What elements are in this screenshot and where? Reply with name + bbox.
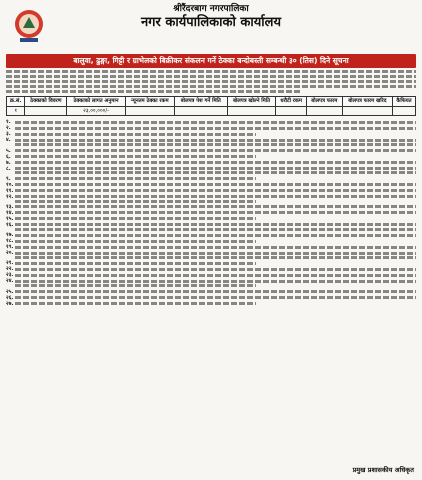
condition-number: २. xyxy=(6,125,11,132)
condition-text xyxy=(15,232,416,238)
cell-min-amount xyxy=(125,106,174,116)
condition-number: ७. xyxy=(6,159,11,166)
condition-number: १४. xyxy=(6,209,14,216)
col-min-amount: न्यूनतम ठेक्का रकम xyxy=(125,97,174,107)
condition-text xyxy=(15,278,416,288)
condition-text xyxy=(15,204,416,210)
col-form: बोलपत्र फारम xyxy=(306,97,342,107)
condition-text xyxy=(15,194,416,204)
office-name: नगर कार्यपालिकाको कार्यालय xyxy=(140,15,282,30)
condition-number: २३. xyxy=(6,272,14,279)
condition-text xyxy=(15,125,416,131)
condition-text xyxy=(15,210,416,216)
cell-deposit xyxy=(276,106,307,116)
condition-text xyxy=(15,148,416,154)
cell-estimate: २३,००,०००/- xyxy=(67,106,125,116)
cell-remarks xyxy=(393,106,416,116)
condition-number: ३. xyxy=(6,131,11,138)
condition-number: ४. xyxy=(6,137,11,144)
condition-number: ११. xyxy=(6,187,14,194)
condition-text xyxy=(15,222,416,232)
condition-number: २४. xyxy=(6,278,14,285)
condition-number: १५. xyxy=(6,215,14,222)
condition-text xyxy=(15,182,416,188)
condition-item xyxy=(6,250,416,260)
condition-text xyxy=(15,289,416,295)
condition-text xyxy=(15,272,416,278)
cell-form xyxy=(306,106,342,116)
condition-number: ५. xyxy=(6,147,11,154)
header xyxy=(6,4,416,52)
condition-item xyxy=(6,278,416,288)
cell-description xyxy=(25,106,67,116)
condition-text xyxy=(15,188,416,194)
condition-text xyxy=(15,119,416,125)
condition-text xyxy=(15,160,416,166)
condition-text xyxy=(15,250,416,260)
condition-text xyxy=(15,131,416,137)
cell-sn: १ xyxy=(7,106,25,116)
col-form-purchase: बोलपत्र फारम खरिद xyxy=(342,97,392,107)
condition-item xyxy=(6,222,416,232)
cell-submit-date xyxy=(175,106,227,116)
contract-table xyxy=(6,96,416,116)
col-open-date: बोलपत्र खोल्ने मिति xyxy=(227,97,276,107)
condition-text xyxy=(15,137,416,147)
condition-item xyxy=(6,166,416,176)
condition-text xyxy=(15,301,416,307)
condition-text xyxy=(15,238,416,244)
condition-text xyxy=(15,244,416,250)
municipality-name: श्रीरैंदरबाग नगरपालिका xyxy=(173,4,249,14)
intro-paragraph xyxy=(6,70,416,93)
condition-number: १६. xyxy=(6,221,14,228)
condition-number: २७. xyxy=(6,300,14,307)
condition-text xyxy=(15,266,416,272)
signatory-title: प्रमुख प्रशासकीय अधिकृत xyxy=(352,466,414,474)
table-header-row xyxy=(7,97,416,107)
condition-number: १. xyxy=(6,119,11,126)
condition-text xyxy=(15,176,416,182)
col-sn: क्र.सं. xyxy=(7,97,25,107)
condition-number: १२. xyxy=(6,193,14,200)
condition-number: ६. xyxy=(6,153,11,160)
condition-number: २६. xyxy=(6,294,14,301)
condition-text xyxy=(15,260,416,266)
condition-text xyxy=(15,216,416,222)
condition-number: १३. xyxy=(6,203,14,210)
col-submit-date: बोलपत्र पेश गर्ने मिति xyxy=(175,97,227,107)
col-description: ठेक्काको विवरण xyxy=(25,97,67,107)
condition-text xyxy=(15,295,416,301)
condition-number: ८. xyxy=(6,165,11,172)
notice-title-banner: बालुवा, ढुङ्गा, गिट्टी र ग्राभेलको बिक्रीकर संकलन गर्ने ठेक्का बन्दोबस्ती सम्बन्धी ३० (तिस) दिने सूचना xyxy=(6,54,416,68)
col-remarks: कैफियत xyxy=(393,97,416,107)
cell-open-date xyxy=(227,106,276,116)
condition-number: १७. xyxy=(6,232,14,239)
condition-number: ९. xyxy=(6,175,11,182)
col-estimate: ठेक्काको लागत अनुमान xyxy=(67,97,125,107)
condition-number: २०. xyxy=(6,250,14,257)
condition-text xyxy=(15,166,416,176)
condition-number: २५. xyxy=(6,288,14,295)
condition-item xyxy=(6,301,416,307)
col-deposit: धरौटी रकम xyxy=(276,97,307,107)
condition-number: २१. xyxy=(6,260,14,267)
condition-text xyxy=(15,154,416,160)
conditions-list xyxy=(6,119,416,306)
condition-number: १०. xyxy=(6,181,14,188)
cell-form-purchase xyxy=(342,106,392,116)
condition-item xyxy=(6,137,416,147)
condition-number: २२. xyxy=(6,266,14,273)
condition-number: १९. xyxy=(6,244,14,251)
condition-item xyxy=(6,194,416,204)
table-row xyxy=(7,106,416,116)
condition-number: १८. xyxy=(6,238,14,245)
